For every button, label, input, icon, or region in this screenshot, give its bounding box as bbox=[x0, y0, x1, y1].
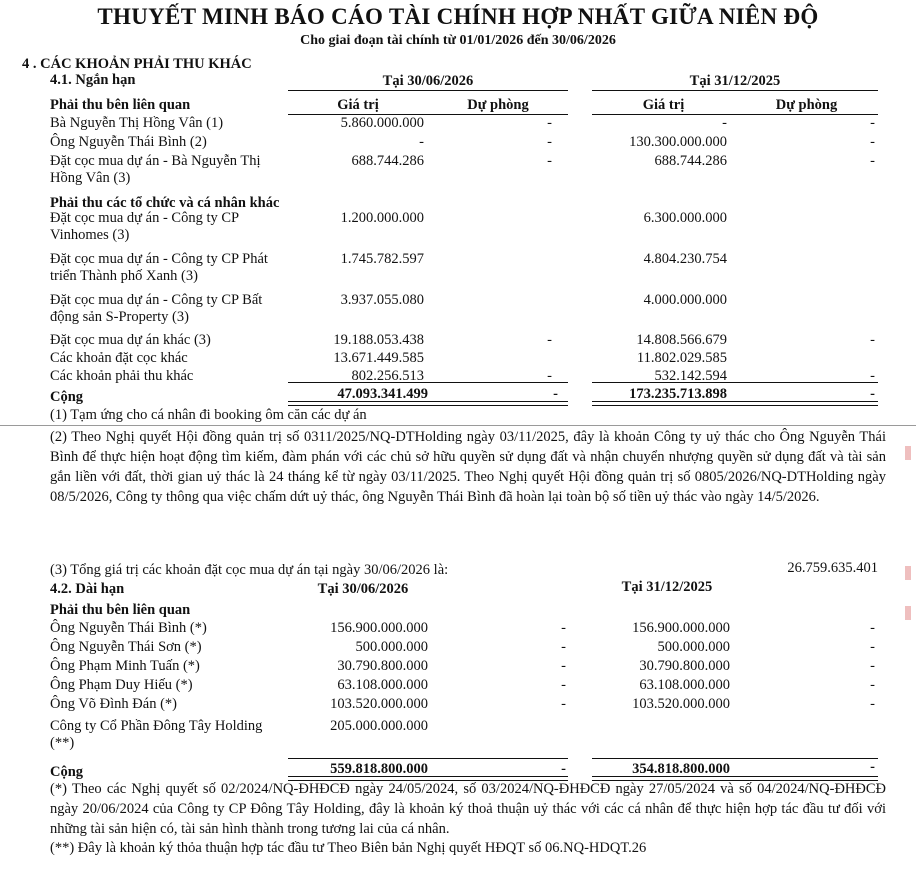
st-row-value2: 130.300.000.000 bbox=[629, 134, 727, 150]
lt-row-provision1: - bbox=[561, 620, 566, 636]
st-row-value1: 802.256.513 bbox=[351, 368, 424, 384]
lt-row-value1: 30.790.800.000 bbox=[337, 658, 428, 674]
lt-total-p1: - bbox=[561, 761, 566, 777]
st-row-value1: 1.745.782.597 bbox=[340, 251, 424, 267]
lt-total-v1: 559.818.800.000 bbox=[330, 761, 428, 777]
lt-row-value2: 156.900.000.000 bbox=[632, 620, 730, 636]
st-row-value2: 4.804.230.754 bbox=[643, 251, 727, 267]
st-row-value2: 11.802.029.585 bbox=[636, 350, 727, 366]
st-row-provision2: - bbox=[870, 368, 875, 384]
lt-row-provision2: - bbox=[870, 696, 875, 712]
lt-note-star: (*) Theo các Nghị quyết số 02/2024/NQ-ĐHĐCĐ ngày 24/05/2024, số 03/2024/NQ-ĐHĐCĐ ngày 27/05/2024 và số 04/2024/NQ-ĐHĐCĐ ngày 20/06/2024 của Công ty CP Đông Tây Holding, đây là khoản ký thoả thuận uỷ thác với các cá nhân để thực hiện hợp tác đầu tư đối với những tài sản hiện có, tài sản hình thành trong tương lai của cá nhân. bbox=[50, 781, 886, 837]
lt-row-label: Ông Nguyễn Thái Sơn (*) bbox=[50, 639, 202, 655]
st-row-label: Các khoản đặt cọc khác bbox=[50, 350, 188, 366]
st-col-value1: Giá trị bbox=[337, 97, 379, 113]
lt-total-topline1 bbox=[288, 758, 568, 759]
lt-col-period2: Tại 31/12/2025 bbox=[621, 579, 713, 595]
lt-row-value1: 156.900.000.000 bbox=[330, 620, 428, 636]
st-row-value1: 3.937.055.080 bbox=[340, 292, 424, 308]
st-row-provision1: - bbox=[547, 332, 552, 348]
lt-total-p2: - bbox=[870, 759, 875, 775]
st-total-v1: 47.093.341.499 bbox=[337, 386, 428, 402]
st-row-provision2: - bbox=[870, 115, 875, 131]
lt-total-v2: 354.818.800.000 bbox=[632, 761, 730, 777]
st-total-topline1 bbox=[288, 382, 568, 383]
st-row-label-cont: động sản S-Property (3) bbox=[50, 309, 189, 325]
st-row-value2: 532.142.594 bbox=[654, 368, 727, 384]
st-col-period2-underline bbox=[592, 90, 878, 91]
st-row-label-cont: Hồng Vân (3) bbox=[50, 170, 131, 186]
lt-row-value1: 63.108.000.000 bbox=[337, 677, 428, 693]
st-row-label: Đặt cọc mua dự án - Công ty CP Bất bbox=[50, 292, 263, 308]
st-row-value2: 14.808.566.679 bbox=[636, 332, 727, 348]
st-row-provision1: - bbox=[547, 115, 552, 131]
st-note2: (2) Theo Nghị quyết Hội đồng quản trị số 0311/2025/NQ-DTHolding ngày 03/11/2025, đây là khoản Công ty uỷ thác cho Ông Nguyễn Thái Bình để thực hiện hoạt động tìm kiếm, đàm phán với các chủ sở hữu quyền sử dụng đất và nhận chuyển nhượng quyền sử dụng đất và tài sản gắn liền với đất, thời gian uỷ thác là 24 tháng kể từ ngày 03/11/2025. Theo Nghị quyết Hội đồng quản trị số 0805/2026/NQ-DTHolding ngày 08/5/2026, Công ty thông qua việc chấm dứt uỷ thác, ông Nguyễn Thái Bình đã hoàn lại toàn bộ số tiền uỷ thác vào ngày 14/5/2026. bbox=[50, 429, 886, 505]
st-col-period2: Tại 31/12/2025 bbox=[689, 73, 781, 89]
st-total-label: Cộng bbox=[50, 389, 84, 405]
page-subtitle: Cho giai đoạn tài chính từ 01/01/2026 đến 30/06/2026 bbox=[300, 33, 616, 48]
st-row-provision1: - bbox=[547, 153, 552, 169]
lt-row-provision1: - bbox=[561, 658, 566, 674]
st-col-prov1: Dự phòng bbox=[467, 97, 529, 113]
lt-row-label: Ông Phạm Minh Tuấn (*) bbox=[50, 658, 200, 674]
st-group-others: Phải thu các tổ chức và cá nhân khác bbox=[50, 195, 280, 211]
lt-row-label: Ông Phạm Duy Hiếu (*) bbox=[50, 677, 193, 693]
subsection-short-term-title: 4.1. Ngắn hạn bbox=[50, 72, 136, 88]
page-title: THUYẾT MINH BÁO CÁO TÀI CHÍNH HỢP NHẤT GIỮA NIÊN ĐỘ bbox=[97, 4, 819, 29]
st-row-value1: 5.860.000.000 bbox=[340, 115, 424, 131]
st-row-value1: 13.671.449.585 bbox=[333, 350, 424, 366]
lt-row-provision2: - bbox=[870, 639, 875, 655]
st-row-value1: 19.188.053.438 bbox=[333, 332, 424, 348]
lt-row-value1: 500.000.000 bbox=[355, 639, 428, 655]
lt-row-label: Công ty Cổ Phần Đông Tây Holding bbox=[50, 718, 263, 734]
lt-row-provision1: - bbox=[561, 696, 566, 712]
lt-row-value2: 500.000.000 bbox=[657, 639, 730, 655]
subsection-long-term-title: 4.2. Dài hạn bbox=[50, 581, 125, 597]
st-total-p2: - bbox=[870, 386, 875, 402]
lt-group-related: Phải thu bên liên quan bbox=[50, 602, 191, 618]
st-row-label-cont: triển Thành phố Xanh (3) bbox=[50, 268, 198, 284]
st-total-topline2 bbox=[592, 382, 878, 383]
lt-row-value1: 205.000.000.000 bbox=[330, 718, 428, 734]
stamp-mark bbox=[905, 446, 911, 460]
lt-row-provision1: - bbox=[561, 639, 566, 655]
st-total-v2: 173.235.713.898 bbox=[629, 386, 727, 402]
lt-row-value2: 63.108.000.000 bbox=[639, 677, 730, 693]
st-row-label: Đặt cọc mua dự án khác (3) bbox=[50, 332, 211, 348]
st-row-provision2: - bbox=[870, 332, 875, 348]
st-total-p1: - bbox=[553, 386, 558, 402]
st-col-period1: Tại 30/06/2026 bbox=[382, 73, 474, 89]
st-col-value2: Giá trị bbox=[642, 97, 685, 113]
lt-total-label: Cộng bbox=[50, 764, 84, 780]
st-row-label: Ông Nguyễn Thái Bình (2) bbox=[50, 134, 207, 150]
st-row-value2: 4.000.000.000 bbox=[643, 292, 727, 308]
st-row-label: Các khoản phải thu khác bbox=[50, 368, 194, 384]
lt-row-provision2: - bbox=[870, 620, 875, 636]
st-row-label-cont: Vinhomes (3) bbox=[50, 227, 130, 243]
st-row-value2: 688.744.286 bbox=[654, 153, 727, 169]
st-row-provision2: - bbox=[870, 153, 875, 169]
st-row-label: Bà Nguyễn Thị Hồng Vân (1) bbox=[50, 115, 224, 131]
lt-col-period1: Tại 30/06/2026 bbox=[317, 581, 409, 597]
lt-row-label: Ông Võ Đình Đán (*) bbox=[50, 696, 177, 712]
lt-row-value2: 30.790.800.000 bbox=[639, 658, 730, 674]
lt-row-value1: 103.520.000.000 bbox=[330, 696, 428, 712]
stamp-mark bbox=[905, 606, 911, 620]
st-row-value2: - bbox=[722, 115, 727, 131]
lt-row-label: Ông Nguyễn Thái Bình (*) bbox=[50, 620, 207, 636]
st-row-value1: - bbox=[419, 134, 424, 150]
lt-row-value2: 103.520.000.000 bbox=[632, 696, 730, 712]
lt-row-provision2: - bbox=[870, 658, 875, 674]
st-row-provision2: - bbox=[870, 134, 875, 150]
st-note3-value: 26.759.635.401 bbox=[787, 560, 878, 576]
st-row-value2: 6.300.000.000 bbox=[643, 210, 727, 226]
st-row-label: Đặt cọc mua dự án - Công ty CP Phát bbox=[50, 251, 268, 267]
lt-row-provision2: - bbox=[870, 677, 875, 693]
st-total-doubleline2 bbox=[592, 401, 878, 406]
section-heading: 4 . CÁC KHOẢN PHẢI THU KHÁC bbox=[22, 56, 252, 72]
st-note1: (1) Tạm ứng cho cá nhân đi booking ôm căn các dự án bbox=[50, 407, 367, 423]
st-row-provision1: - bbox=[547, 368, 552, 384]
lt-row-provision1: - bbox=[561, 677, 566, 693]
st-row-value1: 1.200.000.000 bbox=[340, 210, 424, 226]
st-row-label: Đặt cọc mua dự án - Bà Nguyễn Thị bbox=[50, 153, 261, 169]
st-total-doubleline1 bbox=[288, 401, 568, 406]
page-fold-line bbox=[0, 425, 916, 426]
st-row-label: Đặt cọc mua dự án - Công ty CP bbox=[50, 210, 240, 226]
st-row-value1: 688.744.286 bbox=[351, 153, 424, 169]
stamp-mark bbox=[905, 566, 911, 580]
lt-row-label-cont: (**) bbox=[50, 735, 75, 751]
lt-note-double-star: (**) Đây là khoản ký thỏa thuận hợp tác đầu tư Theo Biên bản Nghị quyết HĐQT số 06.NQ-HDQT.26 bbox=[50, 840, 647, 856]
st-group-related: Phải thu bên liên quan bbox=[50, 97, 191, 113]
st-col-period1-underline bbox=[288, 90, 568, 91]
st-col-prov2: Dự phòng bbox=[775, 97, 838, 113]
st-note3-label: (3) Tổng giá trị các khoản đặt cọc mua dự án tại ngày 30/06/2026 là: bbox=[50, 562, 449, 578]
st-row-provision1: - bbox=[547, 134, 552, 150]
